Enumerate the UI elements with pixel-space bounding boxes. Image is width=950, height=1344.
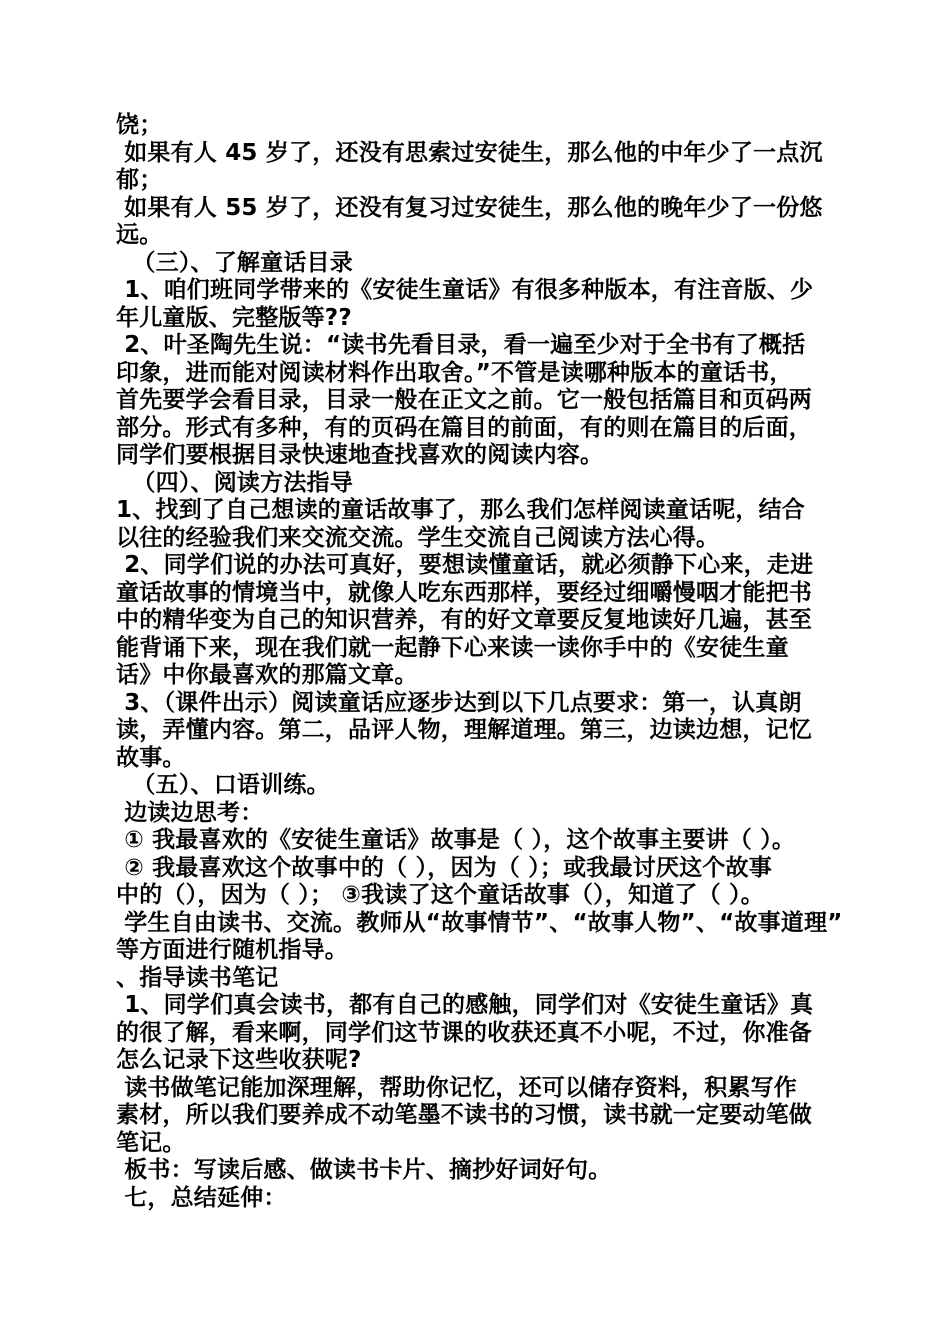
text-line: 的很了解，看来啊，同学们这节课的收获还真不小呢，不过，你准备: [116, 1019, 812, 1046]
section-heading-4: （四）、阅读方法指导: [116, 469, 353, 496]
text-line: 话》中你最喜欢的那篇文章。: [116, 662, 418, 688]
text-line: 学生自由读书、交流。教师从“故事情节”、“故事人物”、“故事道理”: [116, 909, 843, 936]
text-line: 如果有人 55 岁了，还没有复习过安徒生，那么他的晚年少了一份悠: [116, 194, 823, 221]
text-line: 部分。形式有多种，有的页码在篇目的前面，有的则在篇目的后面，: [116, 414, 812, 441]
text-line: 2、同学们说的办法可真好，要想读懂童话，就必须静下心来，走进: [116, 552, 814, 578]
text-line: 读，弄懂内容。第二，品评人物，理解道理。第三，边读边想，记忆: [116, 717, 812, 743]
text-line: 边读边思考：: [116, 799, 264, 826]
text-line: 笔记。: [116, 1129, 186, 1156]
text-line: 2、叶圣陶先生说：“读书先看目录，看一遍至少对于全书有了概括: [116, 332, 806, 358]
text-line: 郁；: [116, 167, 163, 193]
document-body: [116, 112, 843, 1212]
section-heading-6: 、指导读书笔记: [116, 964, 279, 991]
section-heading-5: （五）、口语训练。: [116, 772, 330, 798]
text-line: ① 我最喜欢的《安徒生童话》故事是（ ），这个故事主要讲（ ）。: [116, 827, 796, 853]
text-line: 同学们要根据目录快速地查找喜欢的阅读内容。: [116, 442, 604, 468]
text-line: 中的精华变为自己的知识营养，有的好文章要反复地读好几遍，甚至: [116, 607, 812, 633]
text-line: 年儿童版、完整版等??: [116, 304, 352, 331]
text-line: 能背诵下来，现在我们就一起静下心来读一读你手中的《安徒生童: [116, 634, 789, 661]
text-line: 远。: [116, 222, 163, 248]
text-line: 等方面进行随机指导。: [116, 937, 348, 963]
text-line: 3、（课件出示）阅读童话应逐步达到以下几点要求：第一，认真朗: [116, 689, 802, 716]
text-line: 板书：写读后感、做读书卡片、摘抄好词好句。: [116, 1157, 612, 1183]
text-line: 1、同学们真会读书，都有自己的感触，同学们对《安徒生童话》真: [116, 992, 814, 1018]
text-line: 中的（），因为（ ）； ③我读了这个童话故事（），知道了（ ）。: [116, 882, 764, 908]
text-line: 怎么记录下这些收获呢?: [116, 1047, 362, 1073]
text-line: 如果有人 45 岁了，还没有思索过安徒生，那么他的中年少了一点沉: [116, 139, 823, 166]
text-line: 印象，进而能对阅读材料作出取舍。”不管是读哪种版本的童话书，: [116, 359, 793, 386]
text-line: 童话故事的情境当中，就像人吃东西那样，要经过细嚼慢咽才能把书: [116, 579, 812, 606]
text-line: 读书做笔记能加深理解，帮助你记忆，还可以储存资料，积累写作: [116, 1074, 798, 1101]
text-line: 素材，所以我们要养成不动笔墨不读书的习惯，读书就一定要动笔做: [116, 1102, 812, 1128]
section-heading-3: （三）、了解童话目录: [116, 249, 353, 276]
text-line: 饶；: [116, 112, 163, 138]
text-line: 以往的经验我们来交流交流。学生交流自己阅读方法心得。: [116, 524, 720, 551]
text-line: 首先要学会看目录，目录一般在正文之前。它一般包括篇目和页码两: [116, 387, 812, 413]
text-line: 1、找到了自己想读的童话故事了，那么我们怎样阅读童话呢，结合: [116, 497, 806, 523]
text-line: 故事。: [116, 744, 186, 771]
text-line: ② 我最喜欢这个故事中的（ ），因为（ ）；或我最讨厌这个故事: [116, 854, 772, 881]
text-line: 1、咱们班同学带来的《安徒生童话》有很多种版本，有注音版、少: [116, 277, 814, 303]
section-heading-7: 七，总结延伸：: [116, 1184, 287, 1211]
